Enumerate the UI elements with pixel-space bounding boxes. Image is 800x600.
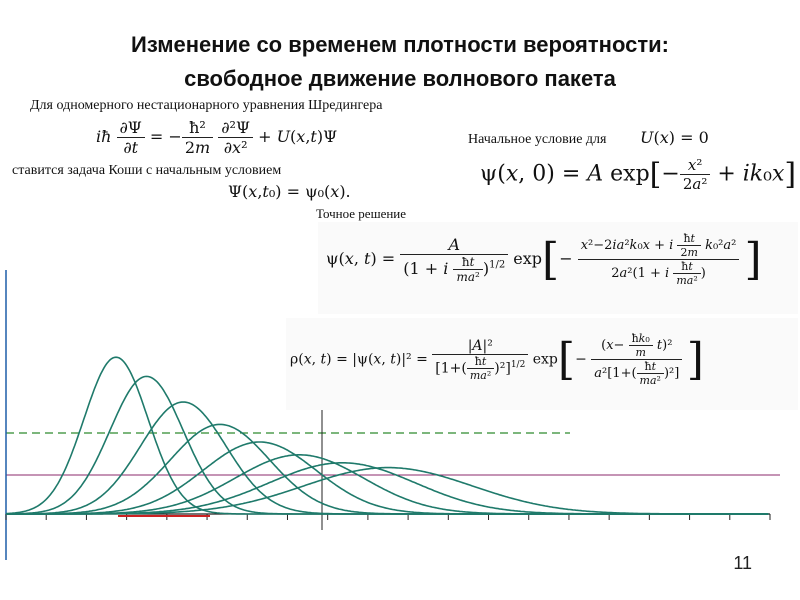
slide-title-line2: свободное движение волнового пакета [184,66,616,91]
cauchy-condition: Ψ(x,t₀) = ψ₀(x). [228,182,351,201]
potential-zero: U(x) = 0 [640,128,709,147]
density-curve-5 [6,442,769,514]
probability-density-formula: ρ(x, t) = |ψ(x, t)|² = |A|² [1+( $\frac{ħt}{\text{ma²}}$ )²]$^{1/2}$ exp[− (x− $\frac{\text{ħk₀}}{m}$ t)² a²[1+( $\frac{ħt}{\text{ma²}}$ )²] ] [290,332,704,387]
initial-wavefunction: ψ(x, 0) = A exp[− $\frac{\text{x²}}{\text{2a²}}$ + ik₀x] [480,156,797,193]
page-number: 11 [733,553,752,573]
density-curve-6 [6,455,769,514]
intro-text: Для одномерного нестационарного уравнения Шредингера [30,98,383,113]
density-curve-3 [6,402,769,514]
slide-title-line1: Изменение со временем плотности вероятности: [131,32,669,57]
cauchy-text: ставится задача Коши с начальным условием [12,163,282,178]
exact-wavefunction: ψ(x, t) = A (1 + i $\frac{ħt}{\text{ma²}}$ )$^{1/2}$ exp[− x²−2ia²k₀x + i $\frac{ħt}{2m}$ k₀²a² 2a²(1 + i $\frac{ħt}{\text{ma²}}$ ) ] [326,232,762,287]
schrodinger-equation: iħ $\frac{\partial\Psi}{\partial t}$ = − $\frac{\text{ħ²}}{2m}$ $\frac{\text{∂²Ψ}}{\text{∂x²}}$ + U(x,t)Ψ [96,118,338,157]
exact-solution-label: Точное решение [316,206,407,221]
density-curve-4 [6,424,769,514]
density-curve-7 [6,463,769,514]
initial-condition-label: Начальное условие для [468,132,607,147]
